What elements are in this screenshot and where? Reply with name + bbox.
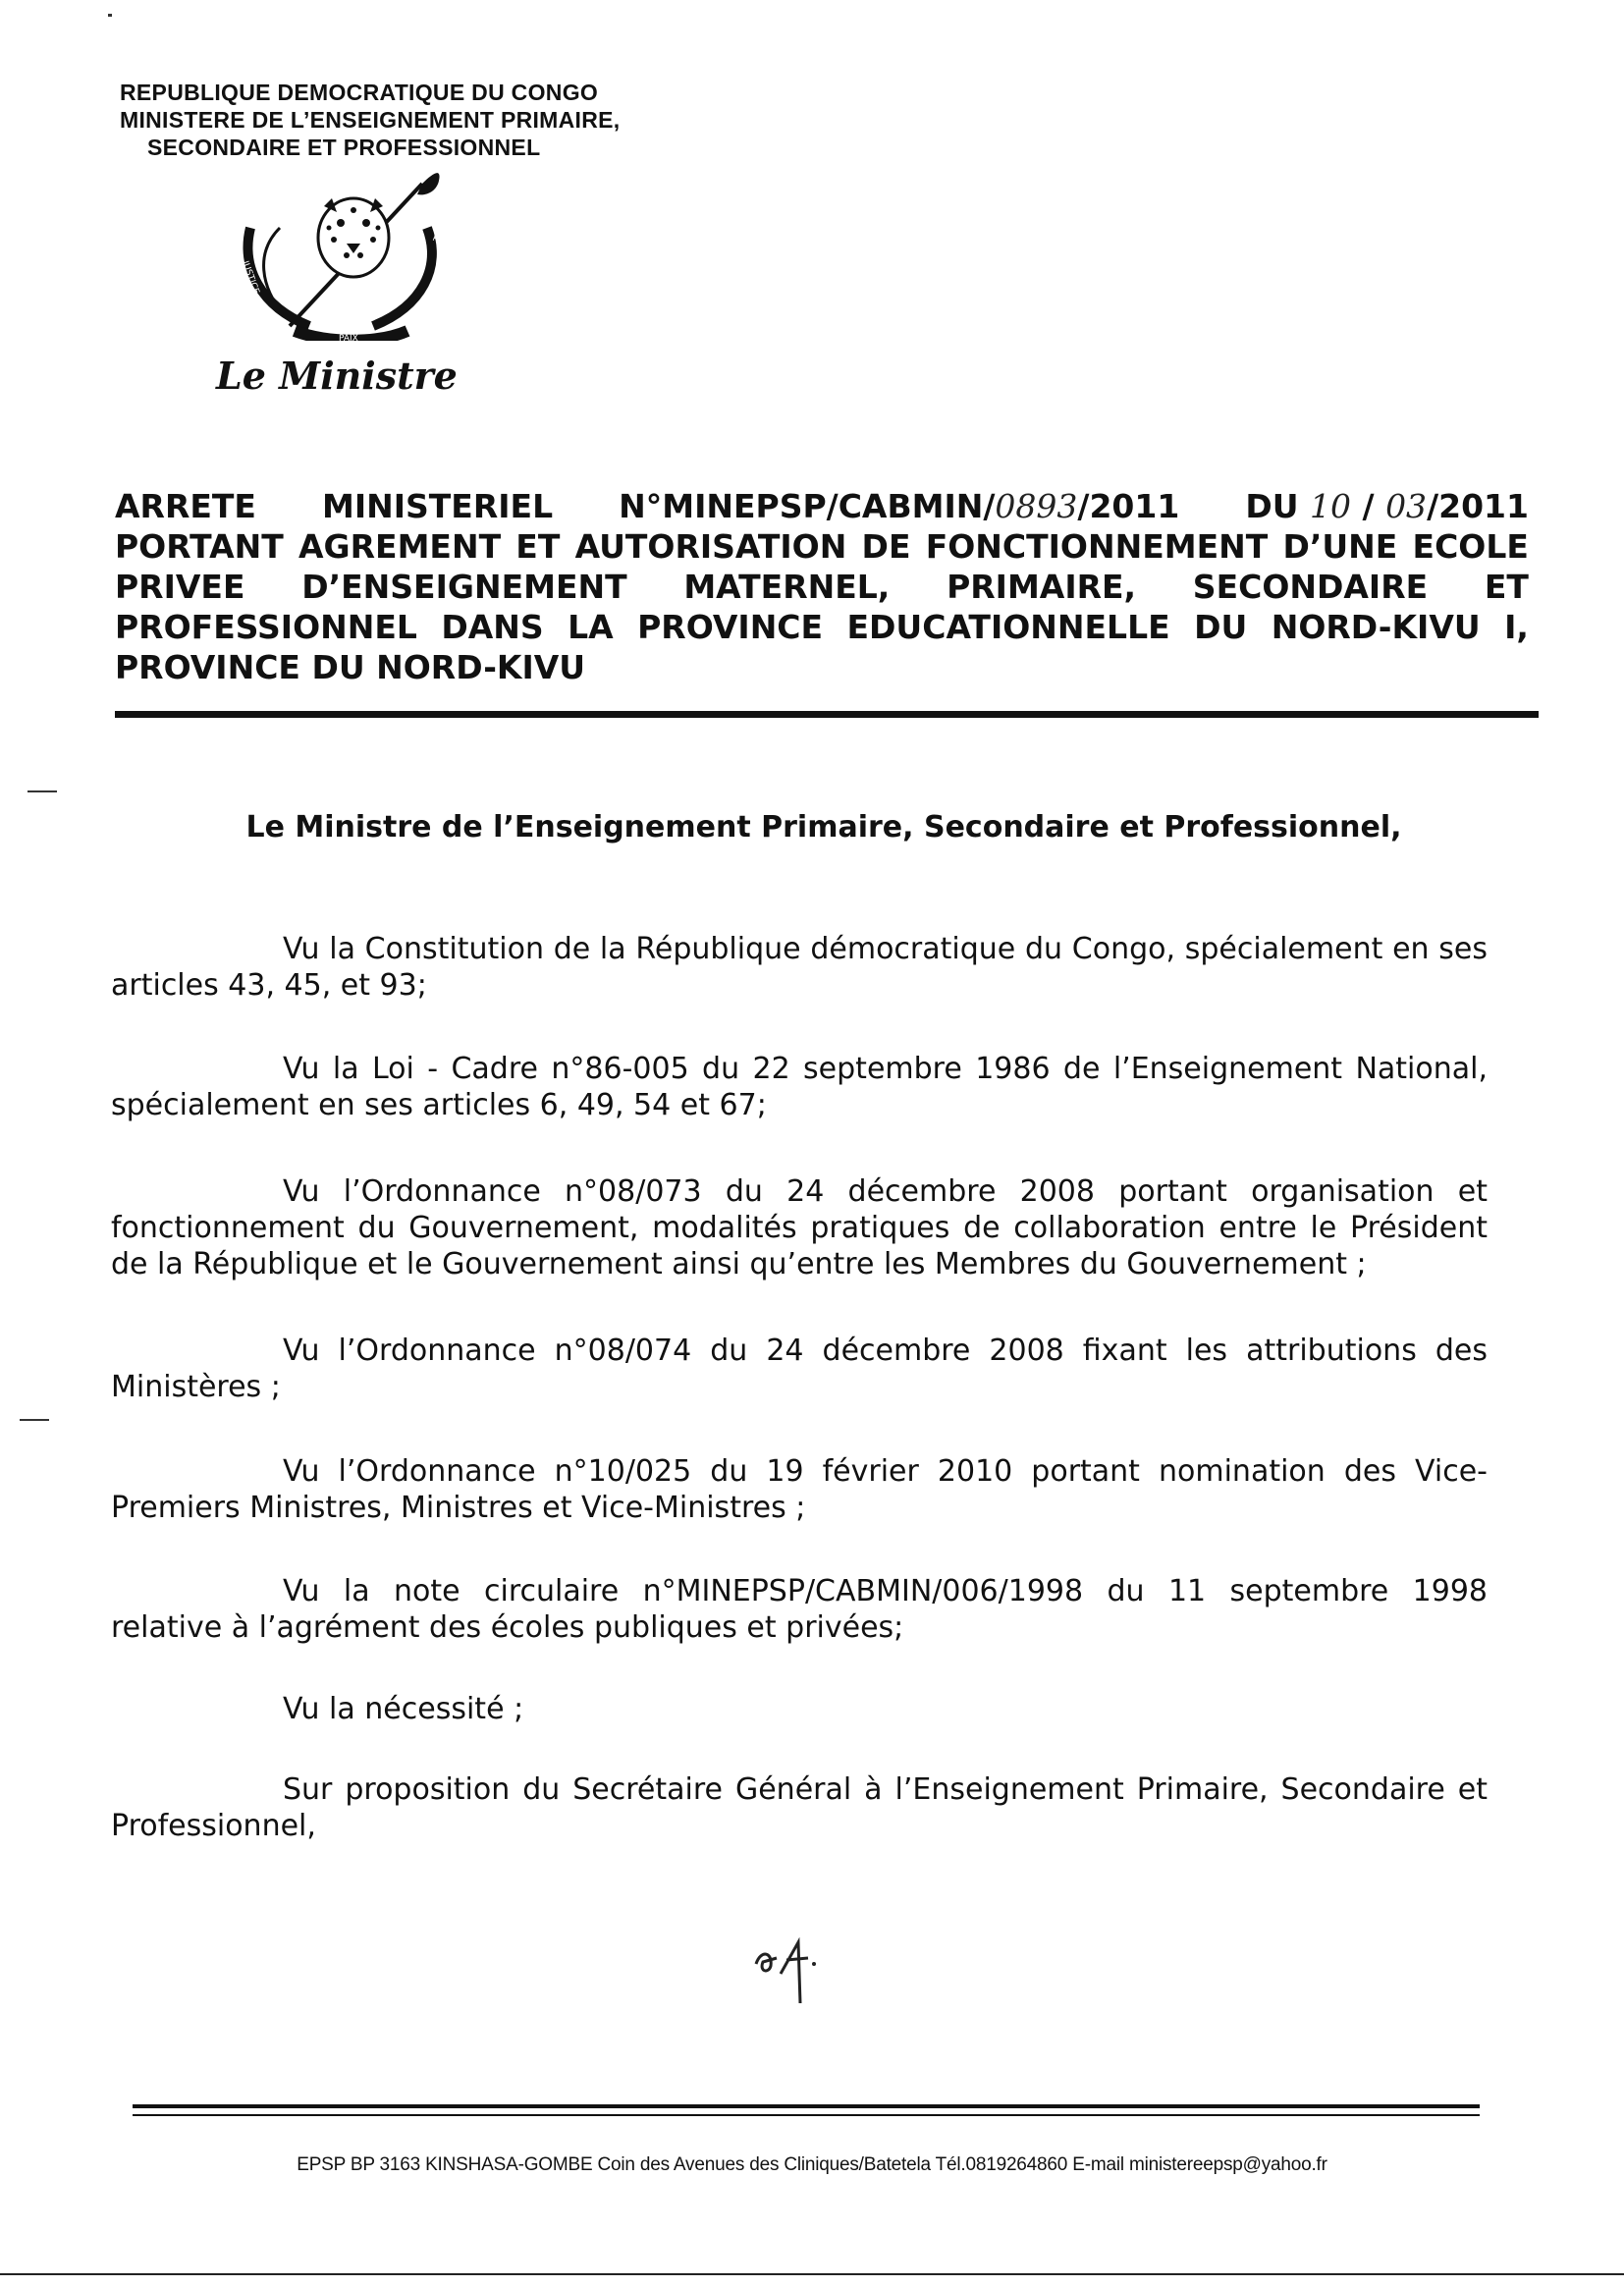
page-bottom-edge bbox=[0, 2273, 1624, 2275]
title-line-2 bbox=[115, 526, 1529, 567]
paragraph-necessite bbox=[111, 1691, 1488, 1727]
title-word: PRIMAIRE, bbox=[947, 568, 1137, 606]
title-word: PROVINCE bbox=[637, 608, 824, 646]
title-word: EDUCATIONNELLE bbox=[846, 608, 1170, 646]
paragraph-text: Vu la note circulaire n°MINEPSP/CABMIN/006/1998 du 11 septembre 1998 relative à l’agrément des écoles publiques et privées; bbox=[111, 1574, 1488, 1645]
title-word: NORD-KIVU bbox=[1271, 608, 1481, 646]
title-word: I, bbox=[1504, 608, 1529, 646]
paragraph-loi-cadre bbox=[111, 1051, 1488, 1123]
decree-title bbox=[115, 486, 1529, 687]
title-word: DU bbox=[1194, 608, 1248, 646]
title-line-5 bbox=[115, 647, 1529, 687]
seal-text-bottom: PAIX bbox=[339, 334, 358, 341]
signature-label: Le Ministre bbox=[216, 354, 458, 398]
title-word: PRIVEE bbox=[115, 568, 245, 606]
title-word: D’ENSEIGNEMENT bbox=[301, 568, 627, 606]
paragraph-ordonnance-10-025 bbox=[111, 1453, 1488, 1526]
scan-speck bbox=[20, 1419, 49, 1421]
title-word: SECONDAIRE bbox=[1192, 568, 1429, 606]
decree-date: DU 10 / 03/2011 bbox=[1245, 487, 1529, 525]
title-word: D’UNE bbox=[1282, 527, 1398, 566]
title-word: AGREMENT bbox=[298, 527, 502, 566]
title-word: PROFESSIONNEL bbox=[115, 608, 417, 646]
title-line-1 bbox=[115, 486, 1529, 526]
header-country: REPUBLIQUE DEMOCRATIQUE DU CONGO bbox=[120, 80, 599, 105]
paragraph-text: Vu la Loi - Cadre n°86-005 du 22 septembre 1986 de l’Enseignement National, spécialement en ses articles 6, 49, 54 et 67; bbox=[111, 1052, 1488, 1122]
paragraph-ordonnance-08-074 bbox=[111, 1333, 1488, 1405]
title-word: PORTANT bbox=[115, 527, 284, 566]
paragraph-text: Vu l’Ordonnance n°10/025 du 19 février 2010 portant nomination des Vice-Premiers Ministres, Ministres et Vice-Ministres ; bbox=[111, 1454, 1488, 1525]
handwritten-day: 10 bbox=[1310, 487, 1352, 525]
title-word: MATERNEL, bbox=[683, 568, 891, 606]
title-word: ECOLE bbox=[1412, 527, 1529, 566]
footer-divider-thick bbox=[133, 2104, 1480, 2108]
title-word: ET bbox=[1484, 568, 1529, 606]
scan-speck bbox=[27, 790, 57, 792]
paragraph-text: Vu l’Ordonnance n°08/074 du 24 décembre 2008 fixant les attributions des Ministères ; bbox=[111, 1334, 1488, 1404]
title-word: PROVINCE DU NORD-KIVU bbox=[115, 648, 586, 686]
footer-contact: EPSP BP 3163 KINSHASA-GOMBE Coin des Avenues des Cliniques/Batetela Tél.0819264860 E-mail ministereepsp@yahoo.fr bbox=[297, 2154, 1327, 2175]
title-divider bbox=[115, 711, 1539, 718]
paragraph-text: Vu l’Ordonnance n°08/073 du 24 décembre 2008 portant organisation et fonctionnement du Gouvernement, modalités pratiques de collaboration entre le Président de la République et le Gouvernement ainsi qu’entre les Membres du Gouvernement ; bbox=[111, 1174, 1488, 1281]
paragraph-constitution bbox=[111, 931, 1488, 1004]
title-word: LA bbox=[568, 608, 614, 646]
title-word: AUTORISATION bbox=[574, 527, 847, 566]
handwritten-number: 0893 bbox=[995, 487, 1078, 525]
footer-divider-thin bbox=[133, 2114, 1480, 2116]
header-ministry-cont: SECONDAIRE ET PROFESSIONNEL bbox=[147, 135, 541, 160]
coat-of-arms-emblem bbox=[231, 169, 486, 341]
title-word: MINISTERIEL bbox=[322, 487, 554, 525]
paragraph-proposition bbox=[111, 1771, 1488, 1844]
minister-heading bbox=[0, 810, 1624, 844]
paragraph-ordonnance-08-073 bbox=[111, 1173, 1488, 1282]
paragraph-text: Vu la Constitution de la République démocratique du Congo, spécialement en ses articles 43, 45, et 93; bbox=[111, 932, 1488, 1003]
paragraph-note-circulaire bbox=[111, 1573, 1488, 1646]
title-word: ARRETE bbox=[115, 487, 256, 525]
paragraph-text: Sur proposition du Secrétaire Général à l’Enseignement Primaire, Secondaire et Professionnel, bbox=[111, 1772, 1488, 1843]
handwritten-initials-mark bbox=[751, 1934, 839, 2008]
title-word: ET bbox=[515, 527, 561, 566]
title-word: DE bbox=[861, 527, 911, 566]
title-line-3 bbox=[115, 567, 1529, 607]
title-word: DANS bbox=[441, 608, 544, 646]
header-ministry: MINISTERE DE L’ENSEIGNEMENT PRIMAIRE, bbox=[120, 107, 621, 133]
seal-text-left: JUSTICE bbox=[240, 259, 261, 296]
title-word: FONCTIONNEMENT bbox=[925, 527, 1269, 566]
minister-heading-text: Le Ministre de l’Enseignement Primaire, Secondaire et Professionnel, bbox=[245, 810, 1402, 844]
seal-text-right: TRAVAIL bbox=[432, 206, 455, 245]
decree-number: N°MINEPSP/CABMIN/0893/2011 bbox=[619, 487, 1180, 525]
handwritten-month: 03 bbox=[1385, 487, 1428, 525]
scan-speck bbox=[108, 14, 112, 17]
title-line-4 bbox=[115, 607, 1529, 647]
paragraph-text: Vu la nécessité ; bbox=[283, 1692, 524, 1726]
